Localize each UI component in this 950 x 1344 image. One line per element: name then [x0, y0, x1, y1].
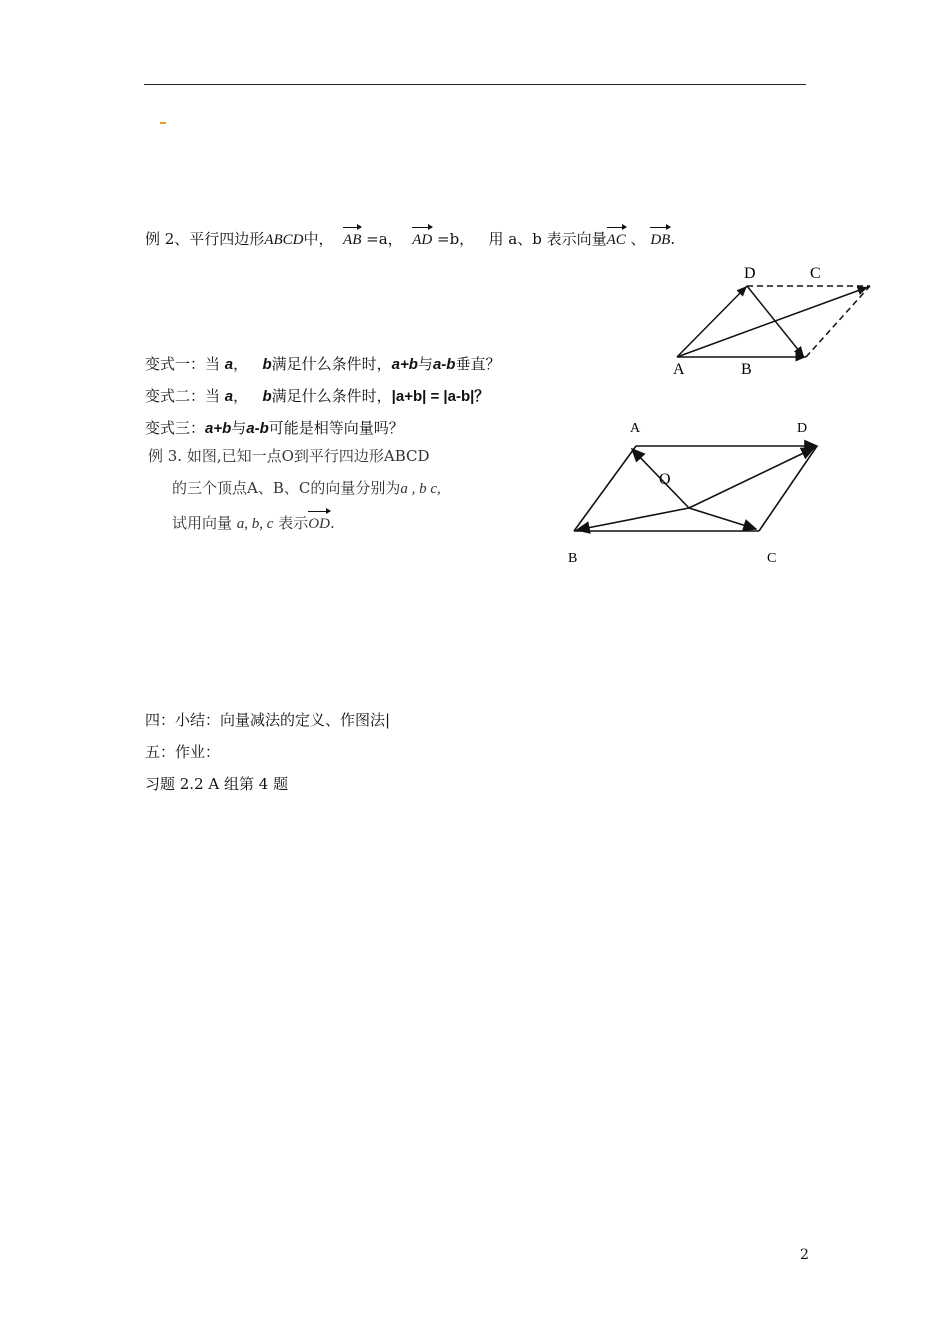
label-o: O: [659, 471, 671, 488]
example2-line: 例 2、平行四边形ABCD中， AB =a， AD =b， 用 a、b 表示向量AC 、 DB.: [145, 224, 675, 250]
label-d: D: [744, 265, 756, 282]
header-rule: [144, 84, 806, 85]
label-a: A: [630, 421, 641, 436]
example3-line3: 试用向量 a, b, c 表示OD.: [172, 508, 335, 534]
homework-title: 五：作业：: [145, 743, 221, 761]
vector-ad: AD: [412, 224, 432, 250]
variant3-line: 变式三：a+b与a-b可能是相等向量吗？: [145, 419, 404, 437]
example3-line1: 例 3. 如图,已知一点O到平行四边形ABCD: [148, 447, 430, 465]
vector-db: DB: [650, 224, 670, 250]
label-d: D: [797, 421, 808, 436]
variant2-line: 变式二：当 a， b满足什么条件时，|a+b| = |a-b|？: [145, 387, 490, 405]
variant1-line: 变式一：当 a， b满足什么条件时，a+b与a-b垂直？: [145, 355, 501, 373]
label-b: B: [741, 361, 752, 378]
vector-ac: AC: [607, 224, 626, 250]
label-a: A: [673, 361, 685, 378]
summary-line: 四：小结：向量减法的定义、作图法|: [145, 711, 391, 729]
label-c: C: [767, 551, 777, 566]
homework-line: 习题 2.2 A 组第 4 题: [145, 775, 289, 793]
parallelogram-figure-1: [660, 258, 890, 383]
page-number: 2: [800, 1247, 809, 1263]
vector-od: OD: [308, 508, 330, 534]
parallelogram-figure-2: [560, 412, 850, 572]
example3-line2: 的三个顶点A、B、C的向量分别为a , b c,: [172, 479, 441, 497]
label-c: C: [810, 265, 821, 282]
edit-mark: [160, 122, 166, 124]
vector-ab: AB: [343, 224, 361, 250]
label-b: B: [568, 551, 578, 566]
